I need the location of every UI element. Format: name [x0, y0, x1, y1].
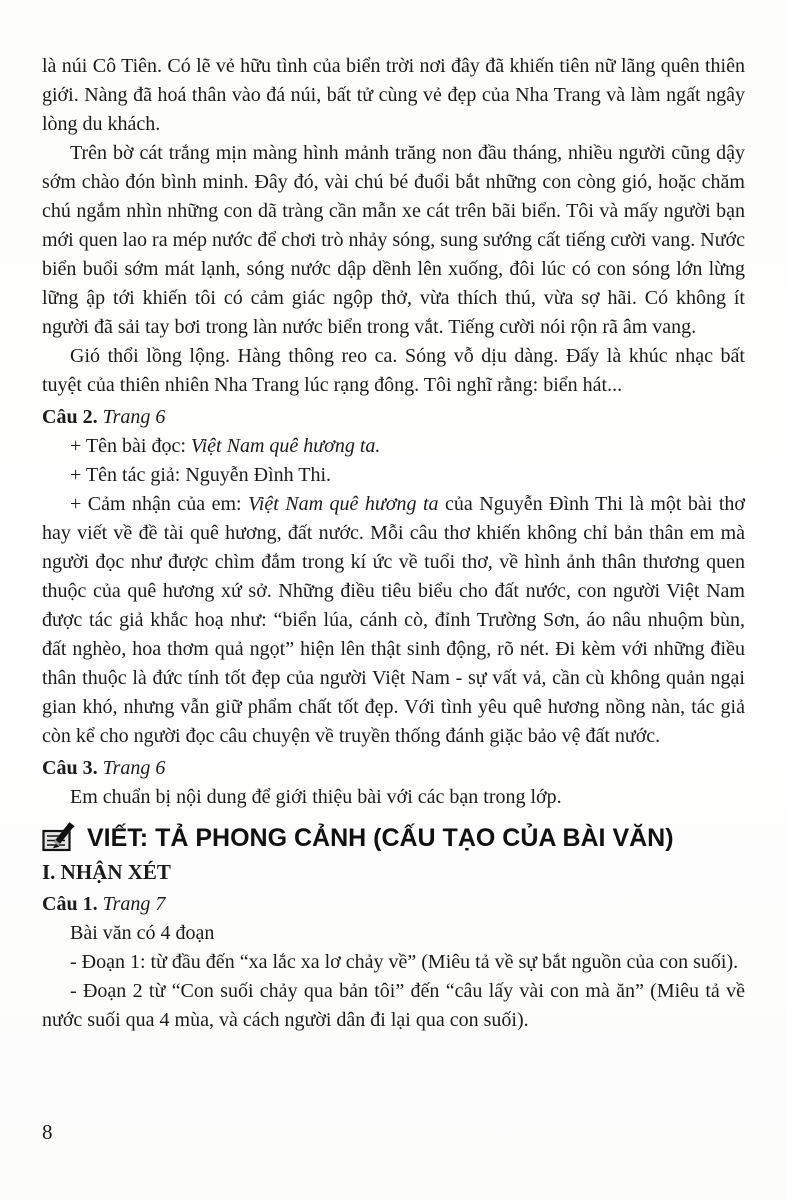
page-number: 8	[42, 1120, 53, 1144]
ten-bai-doc-title: Việt Nam quê hương ta.	[190, 435, 381, 457]
cau2-heading	[42, 403, 745, 432]
cau2-label: Câu 2.	[42, 406, 103, 428]
cau3-page-ref: Trang 6	[102, 757, 166, 779]
section-heading-viet	[42, 822, 745, 854]
ten-bai-doc-prefix: + Tên bài đọc:	[70, 435, 191, 457]
cau3-heading	[42, 754, 745, 783]
cam-nhan-book-title: Việt Nam quê hương ta	[248, 493, 439, 515]
list-item-ten-tac-gia: + Tên tác giả: Nguyễn Đình Thi.	[70, 464, 332, 486]
cam-nhan-rest: của Nguyễn Đình Thi là một bài thơ hay viết về đề tài quê hương, đất nước. Mỗi câu thơ khiến không chỉ bản thân em mà người đọc như được chìm đắm trong kí ức về tuổi thơ, về hình ảnh thân thương quen thuộc của quê hương xứ sở. Những điều tiêu biểu cho đất nước, con người Việt Nam được tác giả khắc hoạ như: “biển lúa, cánh cò, đỉnh Trường Sơn, áo nâu nhuộm bùn, đất nghèo, hoa thơm quả ngọt” hiện lên thật sinh động, rõ nét. Đi kèm với những điều thân thuộc là đức tính tốt đẹp của người Việt Nam - sự vất vả, cần cù không quản ngại gian khó, nhưng vẫn giữ phẩm chất tốt đẹp. Với tình yêu quê hương nồng nàn, tác giả còn kể cho người đọc câu chuyện về truyền thống đánh giặc bảo vệ đất nước.	[42, 493, 745, 747]
list-item-ten-bai-doc	[42, 432, 745, 461]
paragraph-bai-van-intro: Bài văn có 4 đoạn	[70, 922, 215, 944]
paragraph-cam-nhan	[42, 490, 745, 751]
paragraph-gio-thoi: Gió thổi lồng lộng. Hàng thông reo ca. Sóng vỗ dịu dàng. Đấy là khúc nhạc bất tuyệt của thiên nhiên Nha Trang lúc rạng đông. Tôi nghĩ rằng: biển hát...	[42, 345, 745, 396]
cau3-label: Câu 3.	[42, 757, 103, 779]
nhan-xet-heading: I. NHẬN XÉT	[42, 860, 171, 884]
cam-nhan-prefix: + Cảm nhận của em:	[70, 493, 249, 515]
viet-heading-text: VIẾT: TẢ PHONG CẢNH (CẤU TẠO CỦA BÀI VĂN)	[87, 823, 674, 852]
paragraph-doan2: - Đoạn 2 từ “Con suối chảy qua bản tôi” đến “câu lấy vài con mà ăn” (Miêu tả về nước suối qua 4 mùa, và cách người dân đi lại qua con suối).	[42, 980, 745, 1031]
cau1-label: Câu 1.	[42, 893, 103, 915]
notebook-pencil-icon	[42, 822, 78, 854]
cau1-heading	[42, 890, 745, 919]
paragraph-nui-co-tien: là núi Cô Tiên. Có lẽ vẻ hữu tình của biển trời nơi đây đã khiến tiên nữ lãng quên thiên giới. Nàng đã hoá thân vào đá núi, bất tử cùng vẻ đẹp của Nha Trang và làm ngất ngây lòng du khách.	[42, 55, 745, 135]
paragraph-doan1: - Đoạn 1: từ đầu đến “xa lắc xa lơ chảy về” (Miêu tả về sự bắt nguồn của con suối).	[70, 951, 739, 973]
paragraph-tren-bo-cat: Trên bờ cát trắng mịn màng hình mảnh trăng non đầu tháng, nhiều người cũng dậy sớm chào đón bình minh. Đây đó, vài chú bé đuổi bắt những con còng gió, hoặc chăm chú ngắm nhìn những con dã tràng cần mẫn xe cát trên bãi biển. Tôi và mấy người bạn mới quen lao ra mép nước để chơi trò nhảy sóng, sung sướng cất tiếng cười vang. Nước biển buổi sớm mát lạnh, sóng nước dập dềnh lên xuống, đôi lúc có con sóng lớn lừng lững ập tới khiến tôi có cảm giác ngộp thở, vừa thích thú, vừa sợ hãi. Có không ít người đã sải tay bơi trong làn nước biển trong vắt. Tiếng cười nói rộn rã âm vang.	[42, 142, 745, 338]
cau2-page-ref: Trang 6	[102, 406, 166, 428]
paragraph-cau3-answer: Em chuẩn bị nội dung để giới thiệu bài với các bạn trong lớp.	[70, 786, 562, 808]
cau1-page-ref: Trang 7	[102, 893, 166, 915]
